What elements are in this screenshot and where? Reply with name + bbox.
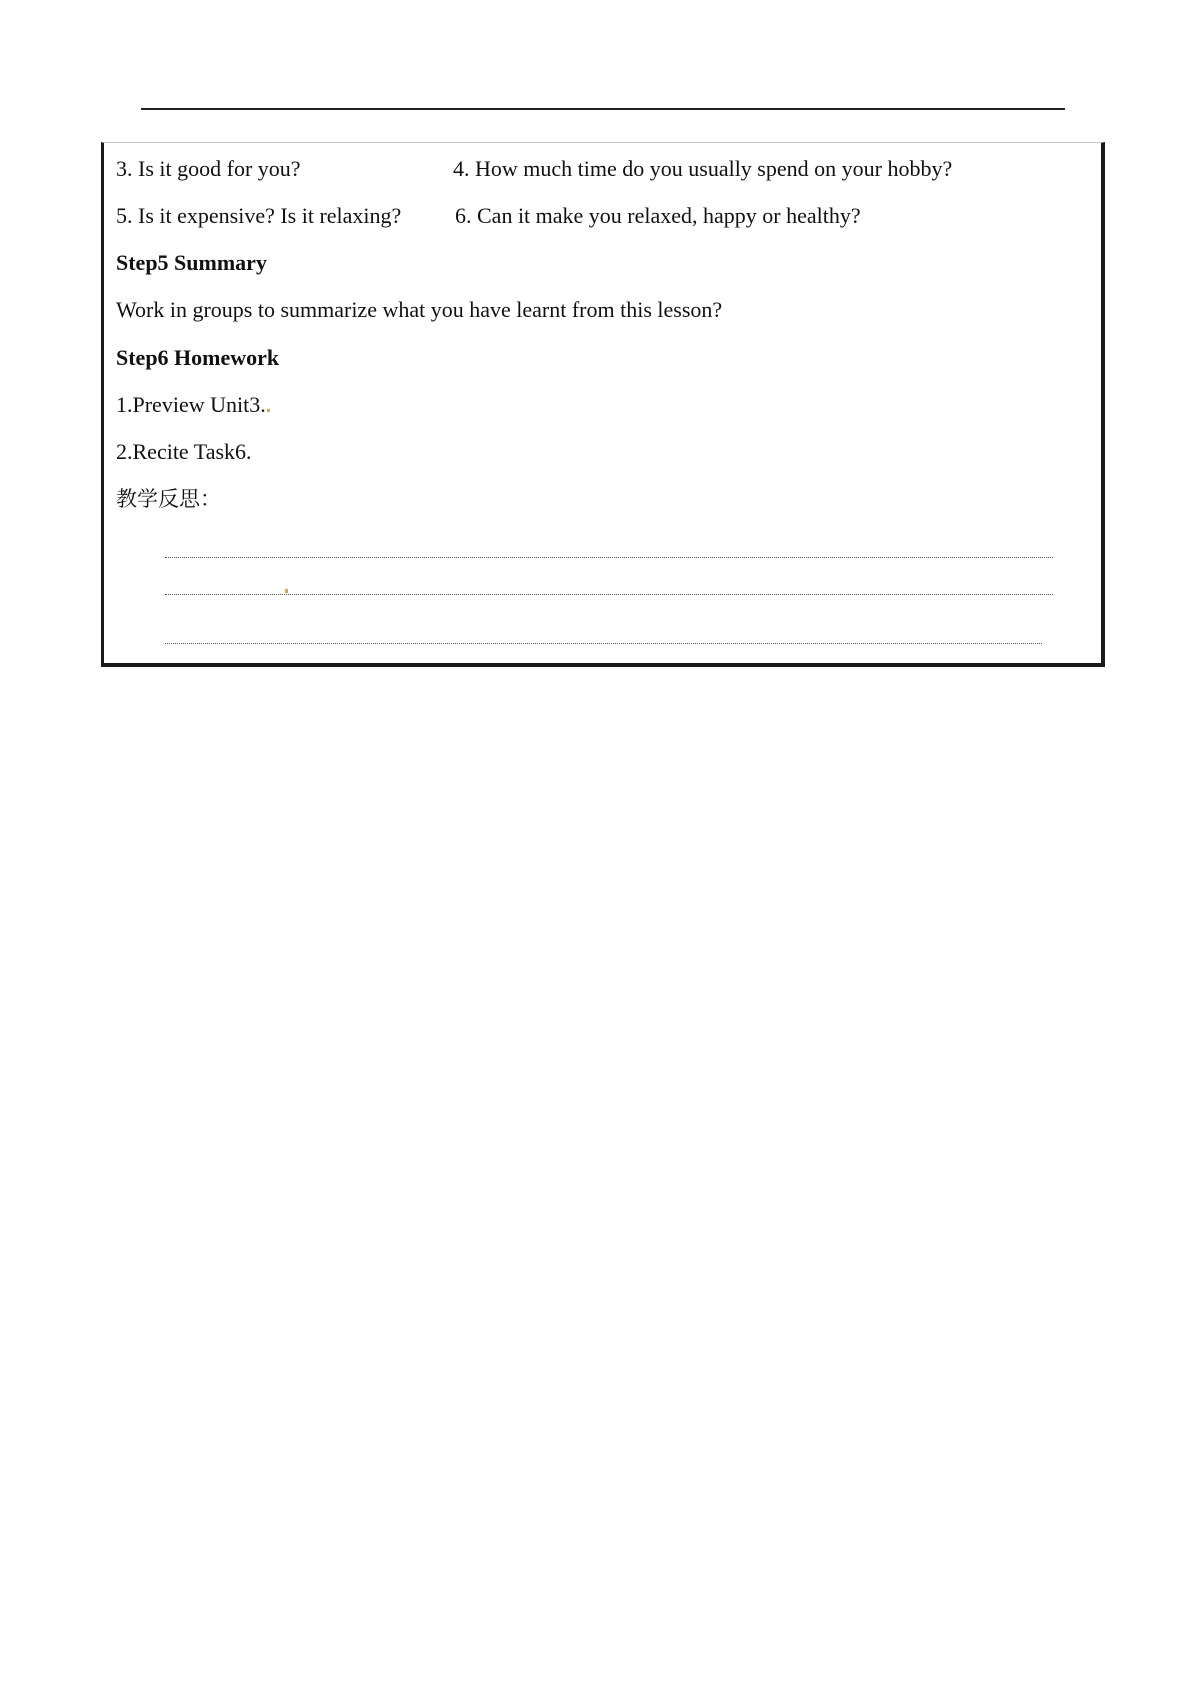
step6-heading: Step6 Homework (116, 345, 280, 370)
step5-text: Work in groups to summarize what you have learnt from this lesson? (116, 297, 723, 322)
homework-item-1 (116, 392, 270, 418)
question-3: 3. Is it good for you? (116, 156, 301, 181)
step5-heading: Step5 Summary (116, 250, 267, 275)
reflection-line-1 (165, 557, 1053, 558)
reflection-label: 教学反思： (116, 487, 221, 511)
edit-mark (267, 409, 270, 412)
question-5: 5. Is it expensive? Is it relaxing? (116, 203, 402, 228)
reflection-line-2 (165, 594, 1053, 595)
question-6: 6. Can it make you relaxed, happy or healthy? (455, 203, 861, 228)
reflection-line-3 (165, 643, 1042, 644)
question-row-1 (116, 156, 953, 182)
question-4: 4. How much time do you usually spend on your hobby? (453, 156, 953, 181)
homework-item-2: 2.Recite Task6. (116, 439, 252, 464)
question-row-2 (116, 203, 861, 229)
lesson-plan-table (101, 142, 1105, 667)
edit-mark-2 (285, 589, 288, 593)
homework-item-1-text: 1.Preview Unit3. (116, 392, 266, 417)
header-rule (141, 108, 1065, 110)
